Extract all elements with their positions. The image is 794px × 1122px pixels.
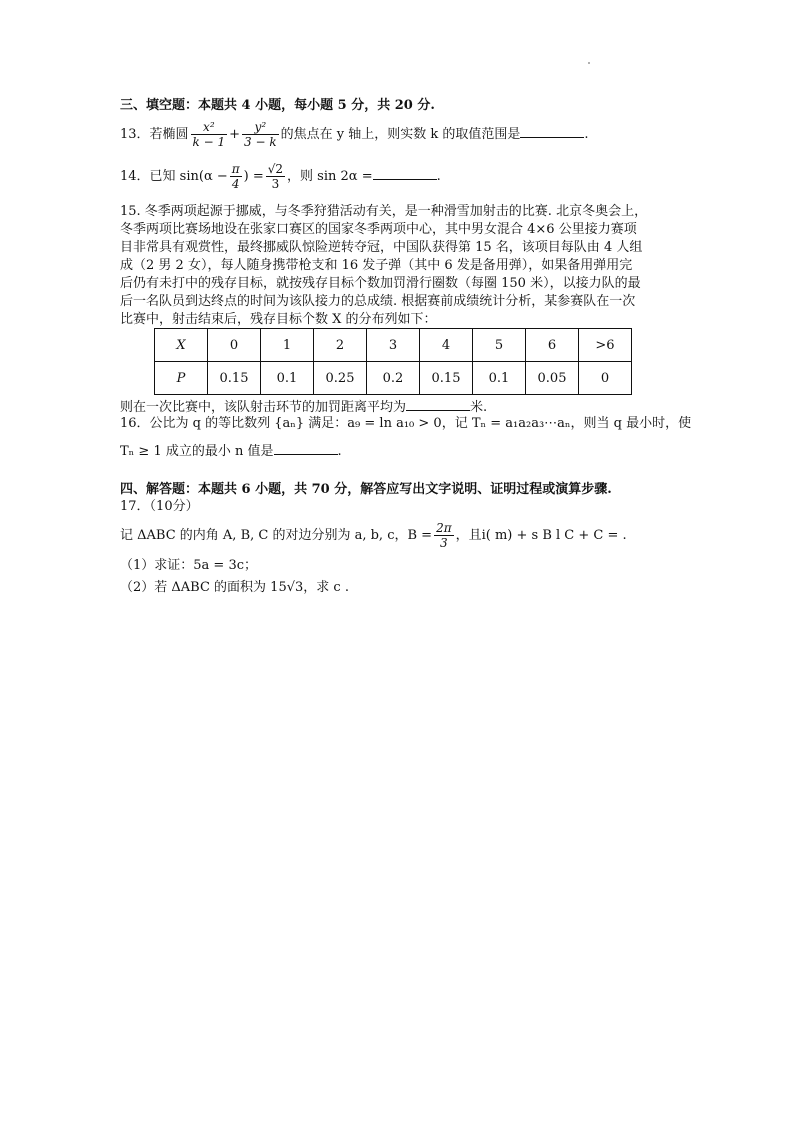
table-row (155, 362, 632, 395)
q16-line-1: 16．公比为 q 的等比数列 {aₙ} 满足：a₉ = ln a₁₀ > 0，记 Tₙ = a₁a₂a₃⋯aₙ，则当 q 最小时，使 (120, 416, 692, 431)
q15-line-7: 比赛中，射击结束后，残存目标个数 X 的分布列如下： (120, 312, 437, 327)
section3-title: 三、填空题：本题共 4 小题，每小题 5 分，共 20 分. (120, 98, 435, 113)
table-cell: 0.2 (367, 362, 420, 395)
table-cell: 2 (314, 329, 367, 362)
table-cell: 1 (261, 329, 314, 362)
page-mark (588, 62, 590, 64)
table-cell: 0.15 (208, 362, 261, 395)
q15-answer-line: 则在一次比赛中，该队射击环节的加罚距离平均为 米. (120, 396, 487, 418)
fraction-y: $\frac{\text{y²}}{3 - k}$ (244, 120, 277, 149)
answer-blank-15[interactable] (406, 396, 470, 411)
answer-blank-16[interactable] (274, 440, 338, 455)
table-cell: 5 (473, 329, 526, 362)
q17-stem: 记 ΔABC 的内角 A, B, C 的对边分别为 a, b, c，B = $\frac{2\pi}{3}$ ，且i( m) + s B l C + C = . (120, 521, 627, 550)
table-cell: 3 (367, 329, 420, 362)
fraction-sqrt2-3: $\frac{√2}{3}$ (267, 162, 284, 191)
q15-line-5: 后仍有未打中的残存目标，就按残存目标个数加罚滑行圈数（每圈 150 米），以接力队的最 (120, 276, 641, 291)
answer-blank-14[interactable] (373, 165, 437, 180)
q15-line-4: 成（2 男 2 女），每人随身携带枪支和 16 发子弹（其中 6 发是备用弹），如果备用弹用完 (120, 258, 633, 273)
q17-part-1: （1）求证：5a = 3c； (120, 558, 258, 573)
table-cell: 0.1 (473, 362, 526, 395)
table-cell: 0.15 (420, 362, 473, 395)
table-row (155, 329, 632, 362)
distribution-table (154, 328, 632, 395)
question-13: 13．若椭圆 $\frac{\text{x²}}{k - 1}$ + $\frac{\text{y²}}{3 - k}$ 的焦点在 y 轴上，则实数 k 的取值范围是 . (120, 120, 589, 149)
table-cell: 6 (526, 329, 579, 362)
table-cell: P (155, 362, 208, 395)
table-cell: >6 (579, 329, 632, 362)
table-cell: X (155, 329, 208, 362)
question-14: 14．已知 sin(α − $\frac{\pi}{4}$ ) = $\frac{√2}{3}$ ，则 sin 2α = . (120, 162, 441, 191)
table-cell: 0 (579, 362, 632, 395)
q15-line-2: 冬季两项比赛场地设在张家口赛区的国家冬季两项中心，其中男女混合 4×6 公里接力赛项 (120, 222, 637, 237)
q17-part-2: （2）若 ΔABC 的面积为 15√3，求 c . (120, 580, 349, 595)
table-cell: 0 (208, 329, 261, 362)
table-cell: 0.1 (261, 362, 314, 395)
table-cell: 0.05 (526, 362, 579, 395)
q15-line-3: 目非常具有观赏性，最终挪威队惊险逆转夺冠，中国队获得第 15 名，该项目每队由 4 人组 (120, 240, 643, 255)
q16-line-2: Tₙ ≥ 1 成立的最小 n 值是 . (120, 440, 342, 462)
answer-blank-13[interactable] (520, 123, 584, 138)
q15-line-1: 15. 冬季两项起源于挪威，与冬季狩猎活动有关，是一种滑雪加射击的比赛. 北京冬奥会上， (120, 204, 648, 219)
fraction-pi-4: $\frac{\pi}{4}$ (231, 162, 240, 191)
q15-line-6: 后一名队员到达终点的时间为该队接力的总成绩. 根据赛前成绩统计分析，某参赛队在一次 (120, 294, 636, 309)
fraction-2pi-3: $\frac{2\pi}{3}$ (436, 521, 452, 550)
fraction-x: $\frac{\text{x²}}{k - 1}$ (192, 120, 226, 149)
q17-header: 17．（10分） (120, 499, 199, 514)
table-cell: 4 (420, 329, 473, 362)
section4-title: 四、解答题：本题共 6 小题，共 70 分，解答应写出文字说明、证明过程或演算步骤. (120, 482, 612, 497)
table-cell: 0.25 (314, 362, 367, 395)
